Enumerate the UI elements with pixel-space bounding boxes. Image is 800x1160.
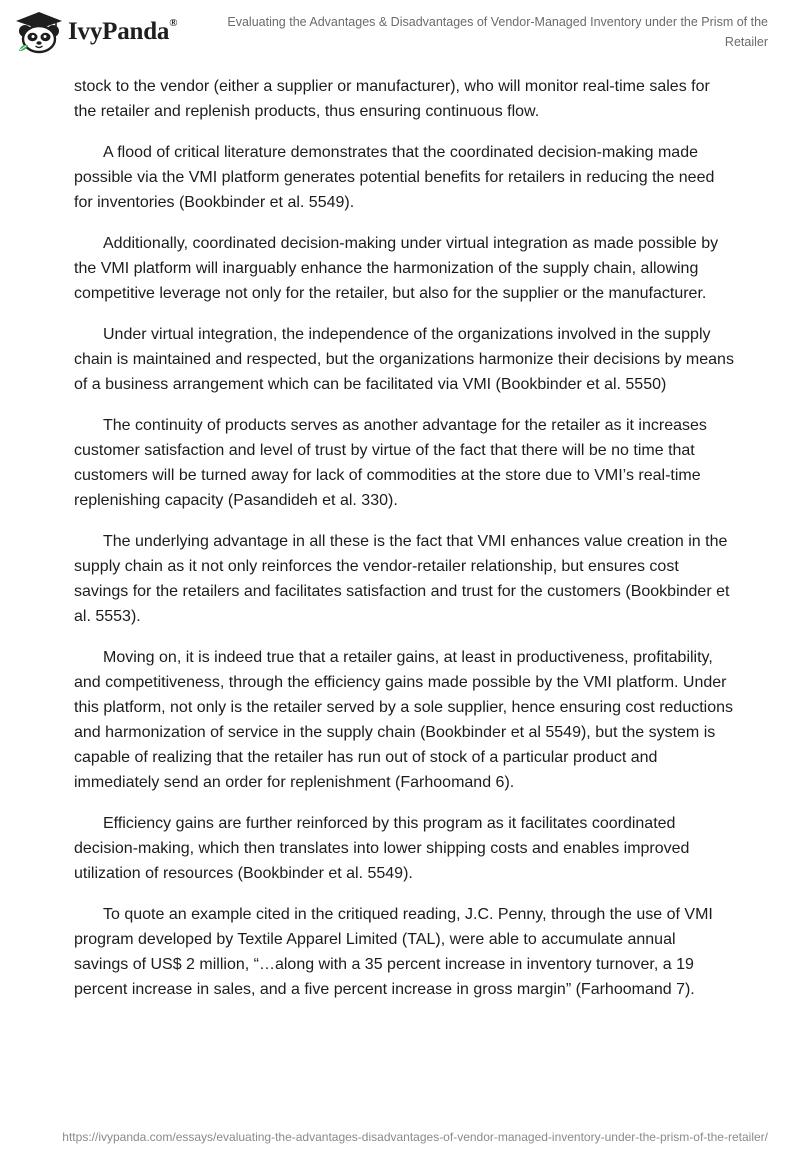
document-title: Evaluating the Advantages & Disadvantages of Vendor-Managed Inventory under the Prism of the Retailer xyxy=(227,15,768,49)
paragraph-5: The continuity of products serves as another advantage for the retailer as it increases customer satisfaction and level of trust by virtue of the fact that there will be no time that customers will be turned away for lack of commodities at the store due to VMI’s real-time replenishing capacity (Pasandideh et al. 330). xyxy=(74,417,707,509)
panda-graduate-icon xyxy=(14,10,64,54)
paragraph-9: To quote an example cited in the critiqued reading, J.C. Penny, through the use of VMI program developed by Textile Apparel Limited (TAL), were able to accumulate annual savings of US$ 2 million, “…along with a 35 percent increase in inventory turnover, a 19 percent increase in sales, and a five percent increase in gross margin” (Farhoomand 7). xyxy=(74,906,713,998)
ivypanda-logo[interactable] xyxy=(14,10,177,54)
registered-mark: ® xyxy=(169,16,178,29)
footer-url-link[interactable]: https://ivypanda.com/essays/evaluating-the-advantages-disadvantages-of-vendor-managed-inventory-under-the-prism-of-the-retailer/ xyxy=(62,1130,768,1144)
paragraph-2: A flood of critical literature demonstrates that the coordinated decision-making made possible via the VMI platform generates potential benefits for retailers in reducing the need for inventories (Bookbinder et al. 5549). xyxy=(74,144,715,211)
brand-name xyxy=(68,18,177,46)
paragraph-1: stock to the vendor (either a supplier or manufacturer), who will monitor real-time sales for the retailer and replenish products, thus ensuring continuous flow. xyxy=(74,78,710,120)
paragraph-4: Under virtual integration, the independence of the organizations involved in the supply chain is maintained and respected, but the organizations harmonize their decisions by means of a business arrangement which can be facilitated via VMI (Bookbinder et al. 5550) xyxy=(74,326,734,393)
paragraph-8: Efficiency gains are further reinforced by this program as it facilitates coordinated decision-making, which then translates into lower shipping costs and enables improved utilization of resources (Bookbinder et al. 5549). xyxy=(74,815,690,882)
page-header xyxy=(0,0,800,70)
paragraph-7: Moving on, it is indeed true that a retailer gains, at least in productiveness, profitability, and competitiveness, through the efficiency gains made possible by the VMI platform. Under this platform, not only is the retailer served by a sole supplier, hence ensuring cost reductions and harmonization of service in the supply chain (Bookbinder et al 5549), but the system is capable of realizing that the retailer has run out of stock of a particular product and immediately send an order for replenishment (Farhoomand 6). xyxy=(74,649,734,791)
paragraph-3: Additionally, coordinated decision-making under virtual integration as made possible by the VMI platform will inarguably enhance the harmonization of the supply chain, allowing competitive leverage not only for the retailer, but also for the supplier or the manufacturer. xyxy=(74,235,719,302)
paragraph-6: The underlying advantage in all these is the fact that VMI enhances value creation in the supply chain as it not only reinforces the vendor-retailer relationship, but ensures cost savings for the retailers and facilitates satisfaction and trust for the customers (Bookbinder et al. 5553). xyxy=(74,533,730,625)
brand-text: IvyPanda xyxy=(68,18,170,45)
essay-body xyxy=(74,74,734,1018)
